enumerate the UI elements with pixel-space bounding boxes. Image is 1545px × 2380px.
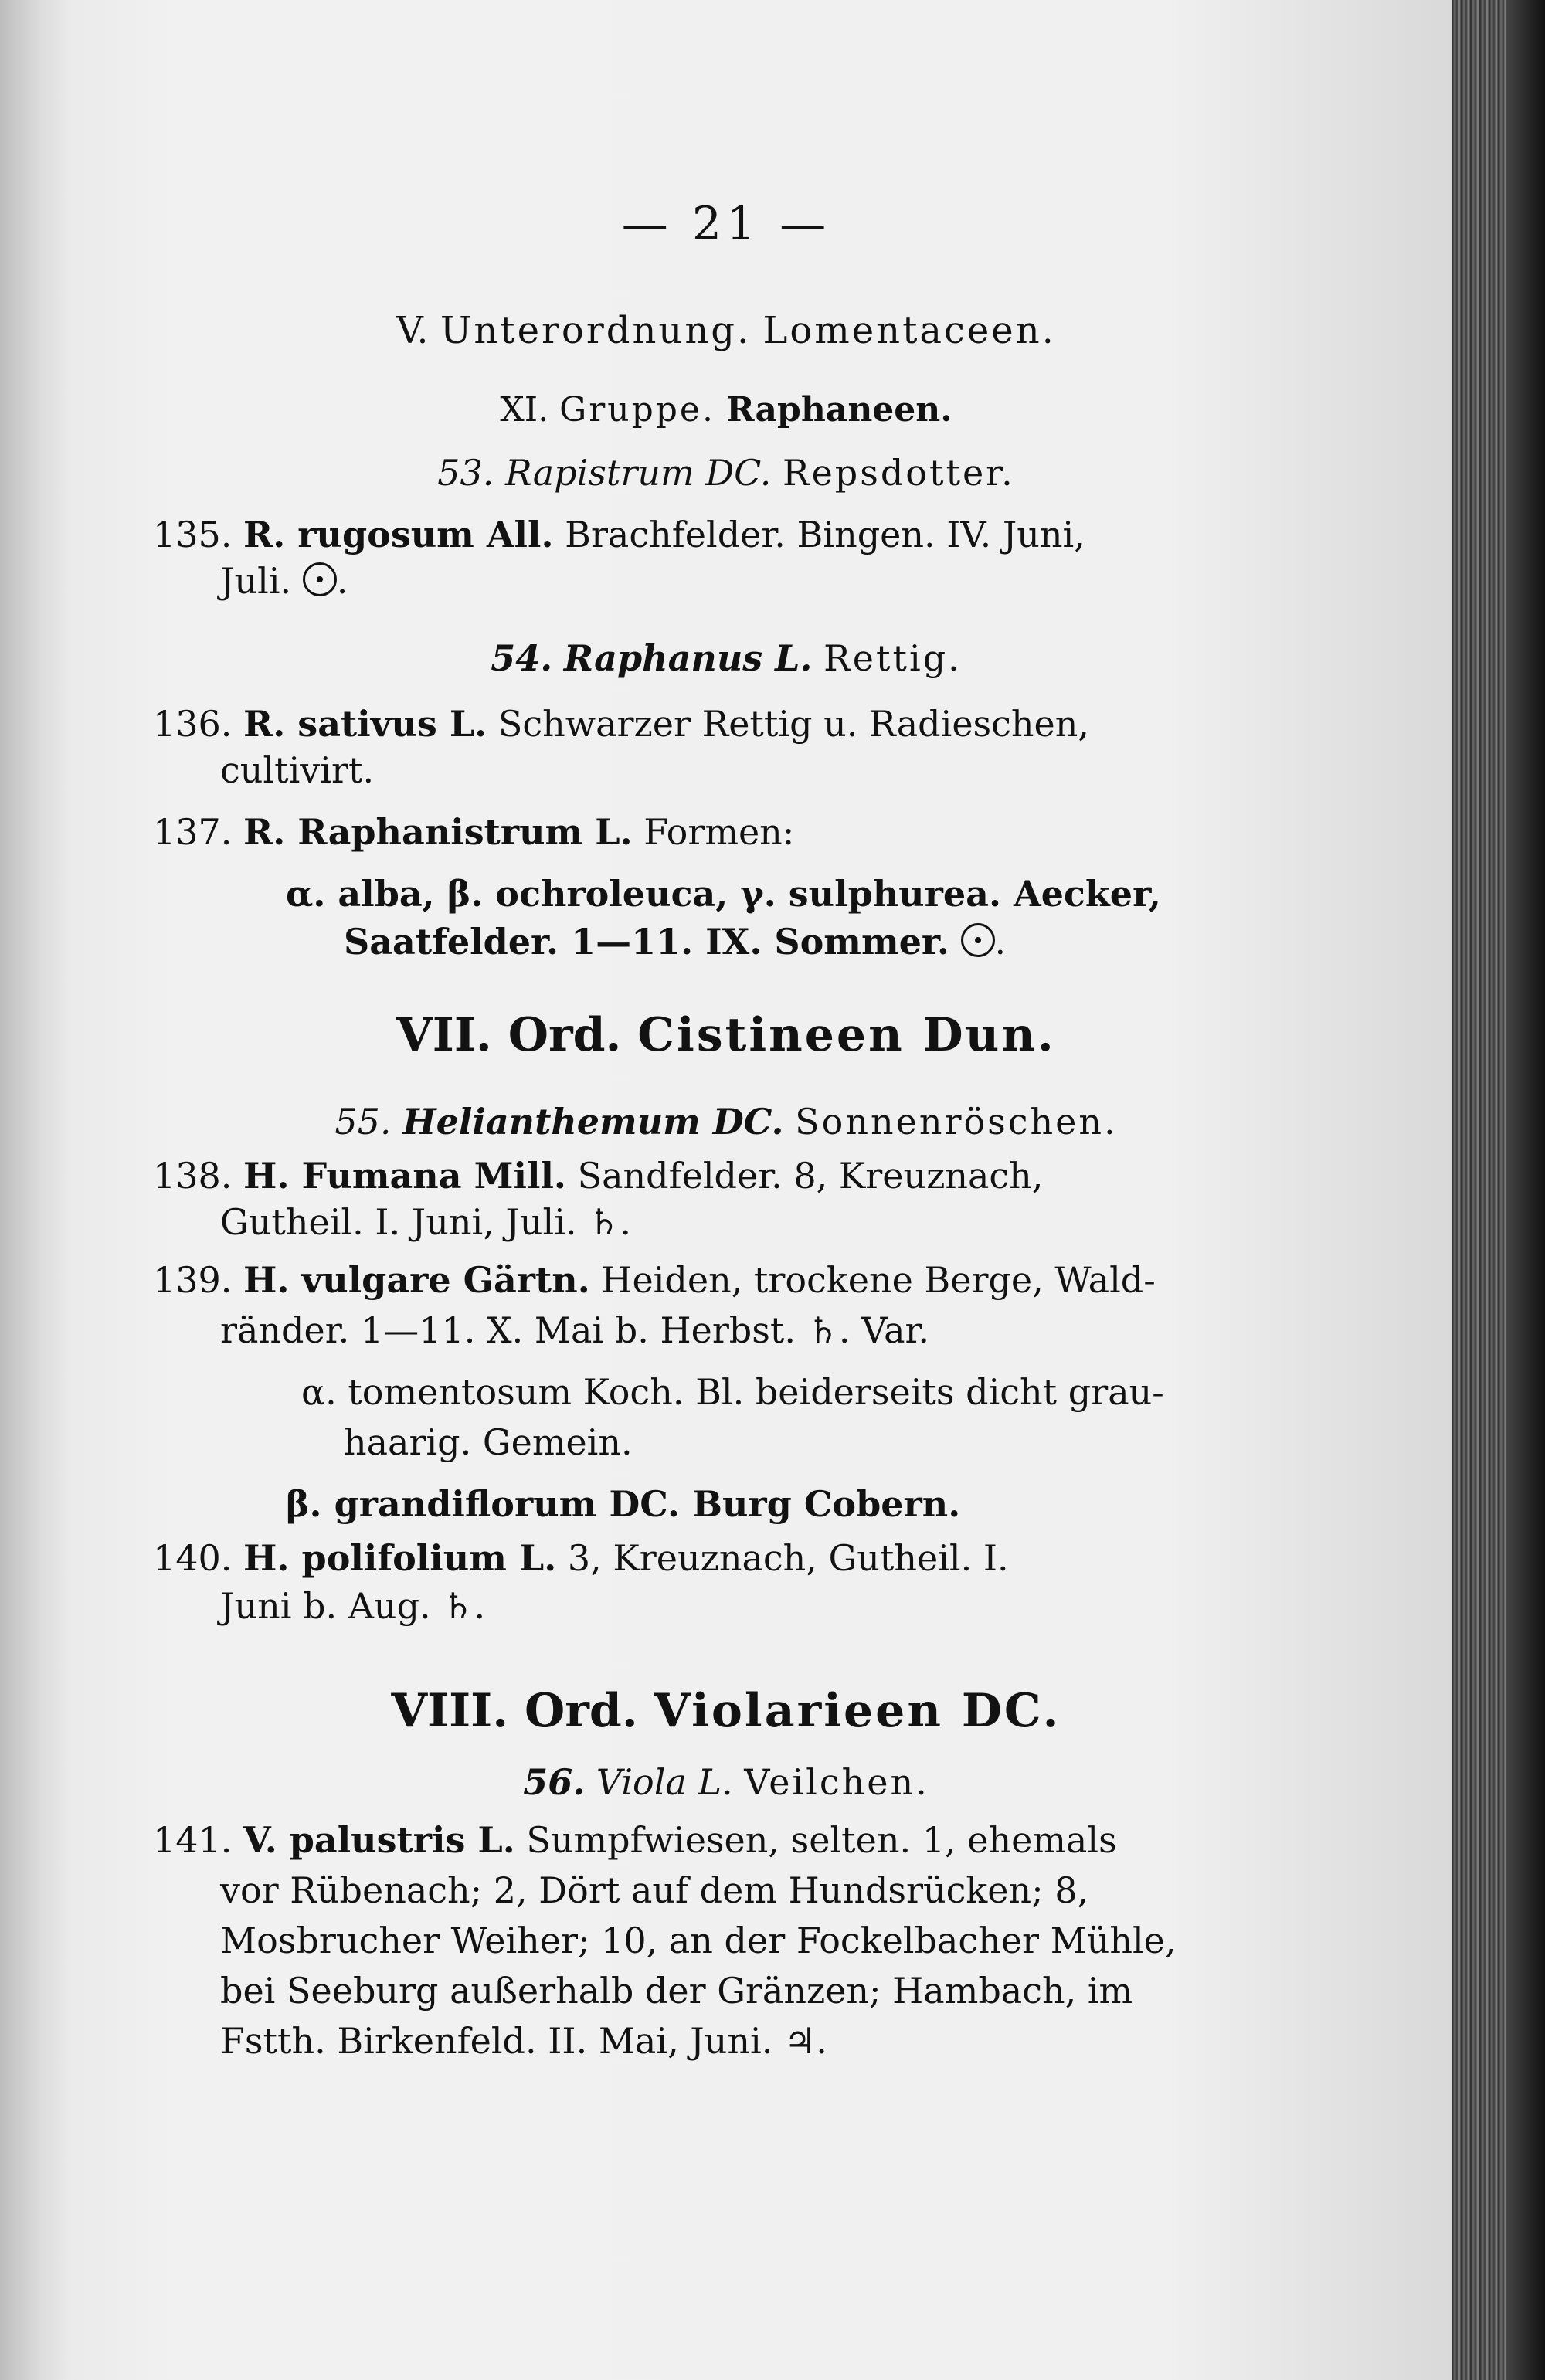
group-label: Gruppe. — [559, 390, 715, 429]
entry-number: 141. — [153, 1819, 233, 1861]
order-roman: VIII. — [391, 1684, 509, 1738]
entry-text: Heiden, trockene Berge, Wald- — [601, 1259, 1156, 1301]
genus-latin: Rapistrum DC. — [505, 452, 772, 494]
genus-heading — [0, 637, 1452, 679]
genus-latin: Helianthemum DC. — [402, 1101, 784, 1142]
entry-number: 136. — [153, 703, 233, 745]
entry-text: Juli. — [220, 560, 292, 602]
entry-line — [153, 703, 1089, 745]
species-name: H. vulgare Gärtn. — [243, 1259, 590, 1301]
suborder-heading — [0, 309, 1452, 352]
entry-text: Brachfelder. Bingen. IV. Juni, — [565, 514, 1085, 555]
species-name: H. polifolium L. — [243, 1537, 557, 1579]
variety-line: α. tomentosum Koch. Bl. beiderseits dicht grau- — [301, 1371, 1164, 1413]
suborder-roman: V. — [396, 309, 429, 352]
entry-number: 137. — [153, 811, 233, 853]
entry-text: Formen: — [643, 811, 795, 853]
order-heading — [0, 1684, 1452, 1738]
entry-line: ränder. 1—11. X. Mai b. Herbst. ♄. Var. — [220, 1309, 930, 1351]
entry-line: vor Rübenach; 2, Dört auf dem Hundsrücken; 8, — [220, 1869, 1089, 1911]
group-name: Raphaneen. — [725, 390, 952, 429]
variety-line: haarig. Gemein. — [344, 1421, 633, 1463]
annual-symbol-icon — [961, 923, 995, 957]
genus-latin: Raphanus L. — [563, 637, 813, 679]
species-name: R. sativus L. — [243, 703, 487, 745]
genus-german: Repsdotter. — [782, 452, 1015, 494]
species-name: R. Raphanistrum L. — [243, 811, 633, 853]
entry-line — [153, 1537, 1009, 1579]
entry-line: cultivirt. — [220, 749, 375, 791]
genus-german: Sonnenröschen. — [795, 1101, 1118, 1142]
book-edge-shadow — [1506, 0, 1545, 2380]
genus-latin: Viola L. — [596, 1761, 733, 1803]
entry-line: Gutheil. I. Juni, Juli. ♄. — [220, 1201, 632, 1243]
entry-line — [153, 811, 794, 853]
entry-line: Mosbrucher Weiher; 10, an der Fockelbacher Mühle, — [220, 1920, 1177, 1961]
entry-line — [153, 514, 1085, 555]
genus-heading — [0, 452, 1452, 494]
entry-number: 135. — [153, 514, 233, 555]
suborder-label: Unterordnung. — [440, 309, 752, 352]
entry-line: Fstth. Birkenfeld. II. Mai, Juni. ♃. — [220, 2020, 827, 2062]
order-label: Ord. — [508, 1008, 622, 1062]
entry-number: 139. — [153, 1259, 233, 1301]
entry-number: 140. — [153, 1537, 233, 1579]
genus-number: 53. — [437, 452, 494, 494]
variety-line: β. grandiflorum DC. Burg Cobern. — [286, 1483, 961, 1525]
gutter-shadow — [0, 0, 70, 2380]
entry-text: Schwarzer Rettig u. Radieschen, — [497, 703, 1090, 745]
suborder-name: Lomentaceen. — [762, 309, 1056, 352]
entry-line: Saatfelder. 1—11. IX. Sommer. . — [344, 921, 1007, 963]
order-label: Ord. — [525, 1684, 638, 1738]
genus-number: 56. — [523, 1761, 586, 1803]
order-name: Cistineen Dun. — [637, 1008, 1056, 1062]
genus-german: Veilchen. — [744, 1761, 929, 1803]
order-name: Violarieen DC. — [654, 1684, 1061, 1738]
entry-text: 3, Kreuznach, Gutheil. I. — [567, 1537, 1009, 1579]
genus-german: Rettig. — [823, 637, 962, 679]
entry-line: α. alba, β. ochroleuca, γ. sulphurea. Aecker, — [286, 873, 1161, 915]
entry-line: bei Seeburg außerhalb der Gränzen; Hambach, im — [220, 1970, 1133, 2012]
entry-line — [153, 1819, 1117, 1861]
entry-number: 138. — [153, 1155, 233, 1197]
page-number: — 21 — — [621, 197, 831, 251]
entry-line: Juni b. Aug. ♄. — [220, 1585, 486, 1627]
species-name: V. palustris L. — [243, 1819, 515, 1861]
genus-heading — [0, 1761, 1452, 1803]
annual-symbol-icon — [303, 562, 337, 596]
order-heading — [0, 1008, 1452, 1062]
species-name: H. Fumana Mill. — [243, 1155, 566, 1197]
genus-number: 55. — [334, 1101, 392, 1142]
entry-text: Sumpfwiesen, selten. 1, ehemals — [526, 1819, 1117, 1861]
genus-number: 54. — [491, 637, 553, 679]
group-heading — [0, 390, 1452, 429]
entry-line — [153, 1259, 1156, 1301]
entry-text: Sandfelder. 8, Kreuznach, — [577, 1155, 1044, 1197]
group-roman: XI. — [500, 390, 549, 429]
species-name: R. rugosum All. — [243, 514, 554, 555]
order-roman: VII. — [396, 1008, 492, 1062]
entry-text: Saatfelder. 1—11. IX. Sommer. — [344, 921, 949, 963]
entry-line: Juli. . — [220, 560, 348, 602]
genus-heading — [0, 1101, 1452, 1142]
entry-line — [153, 1155, 1043, 1197]
